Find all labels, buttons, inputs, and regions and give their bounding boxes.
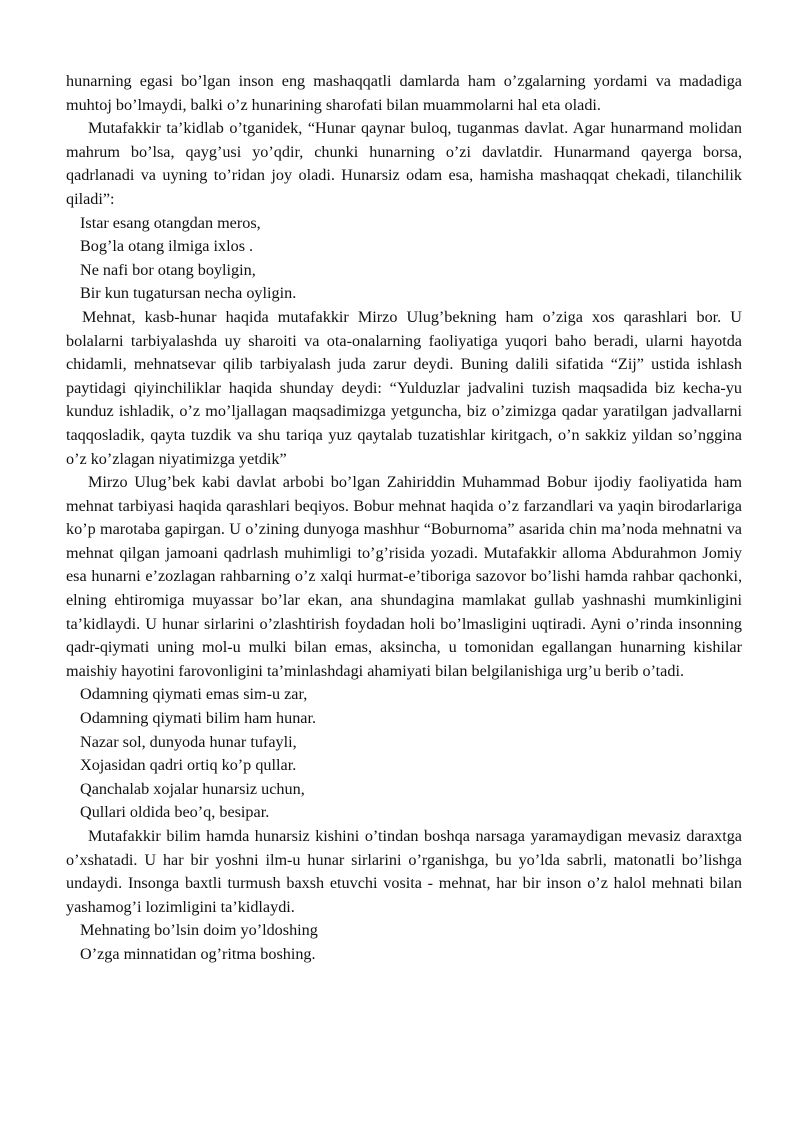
poem-line: Xojasidan qadri ortiq ko’p qullar.: [80, 756, 297, 775]
poem-stanza: [66, 683, 742, 825]
poem-line: Ne nafi bor otang boyligin,: [80, 260, 256, 279]
poem-line: O’zga minnatidan og’ritma boshing.: [80, 944, 316, 963]
poem-line: Odamning qiymati bilim ham hunar.: [80, 709, 317, 728]
poem-stanza: [66, 919, 742, 966]
document-page: [66, 70, 742, 967]
paragraph: hunarning egasi bo’lgan inson eng mashaqqatli damlarda ham o’zgalarning yordami va madadiga muhtoj bo’lmaydi, balki o’z hunarining sharofati bilan muammolarni hal eta oladi.: [66, 72, 742, 114]
poem-line: Qullari oldida beo’q, besipar.: [80, 803, 270, 822]
poem-line: Nazar sol, dunyoda hunar tufayli,: [80, 732, 297, 751]
paragraph: Mutafakkir bilim hamda hunarsiz kishini o’tindan boshqa narsaga yaramaydigan mevasiz daraxtga o’xshatadi. U har bir yoshni ilm-u hunar sirlarini o’rganishga, bu yo’lda sabrli, matonatli bo’lishga undaydi. Insonga baxtli turmush baxsh etuvchi vosita - mehnat, har bir inson o’z halol mehnati bilan yashamog’i lozimligini ta’kidlaydi.: [66, 827, 742, 916]
paragraph: Mirzo Ulug’bek kabi davlat arbobi bo’lgan Zahiriddin Muhammad Bobur ijodiy faoliyatida ham mehnat tarbiyasi haqida qarashlari beqiyos. Bobur mehnat haqida o’z farzandlari va yaqin birodarlariga ko’p marotaba gapirgan. U o’zining dunyoga mashhur “Boburnoma” asarida chin ma’noda mehnatni va mehnat qilgan jamoani qadrlash muhimligi to’g’risida yozadi. Mutafakkir alloma Abdurahmon Jomiy esa hunarni e’zozlagan rahbarning o’z xalqi hurmat-e’tiboriga sazovor bo’lishi hamda rahbar qachonki, elning ehtiromiga muyassar bo’lar ekan, ana shundagina mamlakat gullab yashnashi mumkinligini ta’kidlaydi. U hunar sirlarini o’zlashtirish foydadan holi bo’lmasligini uqtiradi. Ayni o’rinda insonning qadr-qiymati uning mol-u mulki bilan emas, aksincha, u tomonidan egallangan hunarning kishilar maishiy hayotini farovonligini ta’minlashdagi ahamiyati bilan belgilanishiga urg’u berib o’tadi.: [66, 473, 742, 680]
poem-line: Odamning qiymati emas sim-u zar,: [80, 685, 308, 704]
poem-stanza: [66, 212, 742, 306]
poem-line: Bir kun tugatursan necha oyligin.: [80, 284, 297, 303]
poem-line: Qanchalab xojalar hunarsiz uchun,: [80, 779, 305, 798]
paragraph: Mutafakkir ta’kidlab o’tganidek, “Hunar qaynar buloq, tuganmas davlat. Agar hunarmand molidan mahrum bo’lsa, qayg’usi yo’qdir, chunki hunarning o’zi davlatdir. Hunarmand qayerga borsa, qadrlanadi va uyning to’ridan joy oladi. Hunarsiz odam esa, hamisha mashaqqat chekadi, tilanchilik qiladi”:: [66, 119, 742, 208]
paragraph: Mehnat, kasb-hunar haqida mutafakkir Mirzo Ulug’bekning ham o’ziga xos qarashlari bor. U bolalarni tarbiyalashda uy sharoiti va ota-onalarning faoliyatiga yuqori baho beradi, ularni hayotda chidamli, mehnatsevar qilib tarbiyalash juda zarur deydi. Buning dalili sifatida “Zij” ustida ishlash paytidagi qiyinchiliklar haqida shunday deydi: “Yulduzlar jadvalini tuzish maqsadida biz kecha-yu kunduz ishladik, o’z mo’ljallagan maqsadimizga yetguncha, biz o’zimizga qadar yaratilgan jadvallarni taqqosladik, qayta tuzdik va shu tariqa yuz qaytalab tuzatishlar kiritgach, o’n sakkiz yildan so’nggina o’z ko’zlagan niyatimizga yetdik”: [66, 307, 742, 468]
poem-line: Bog’la otang ilmiga ixlos .: [80, 237, 254, 256]
poem-line: Mehnating bo’lsin doim yo’ldoshing: [80, 921, 318, 940]
poem-line: Istar esang otangdan meros,: [80, 213, 261, 232]
